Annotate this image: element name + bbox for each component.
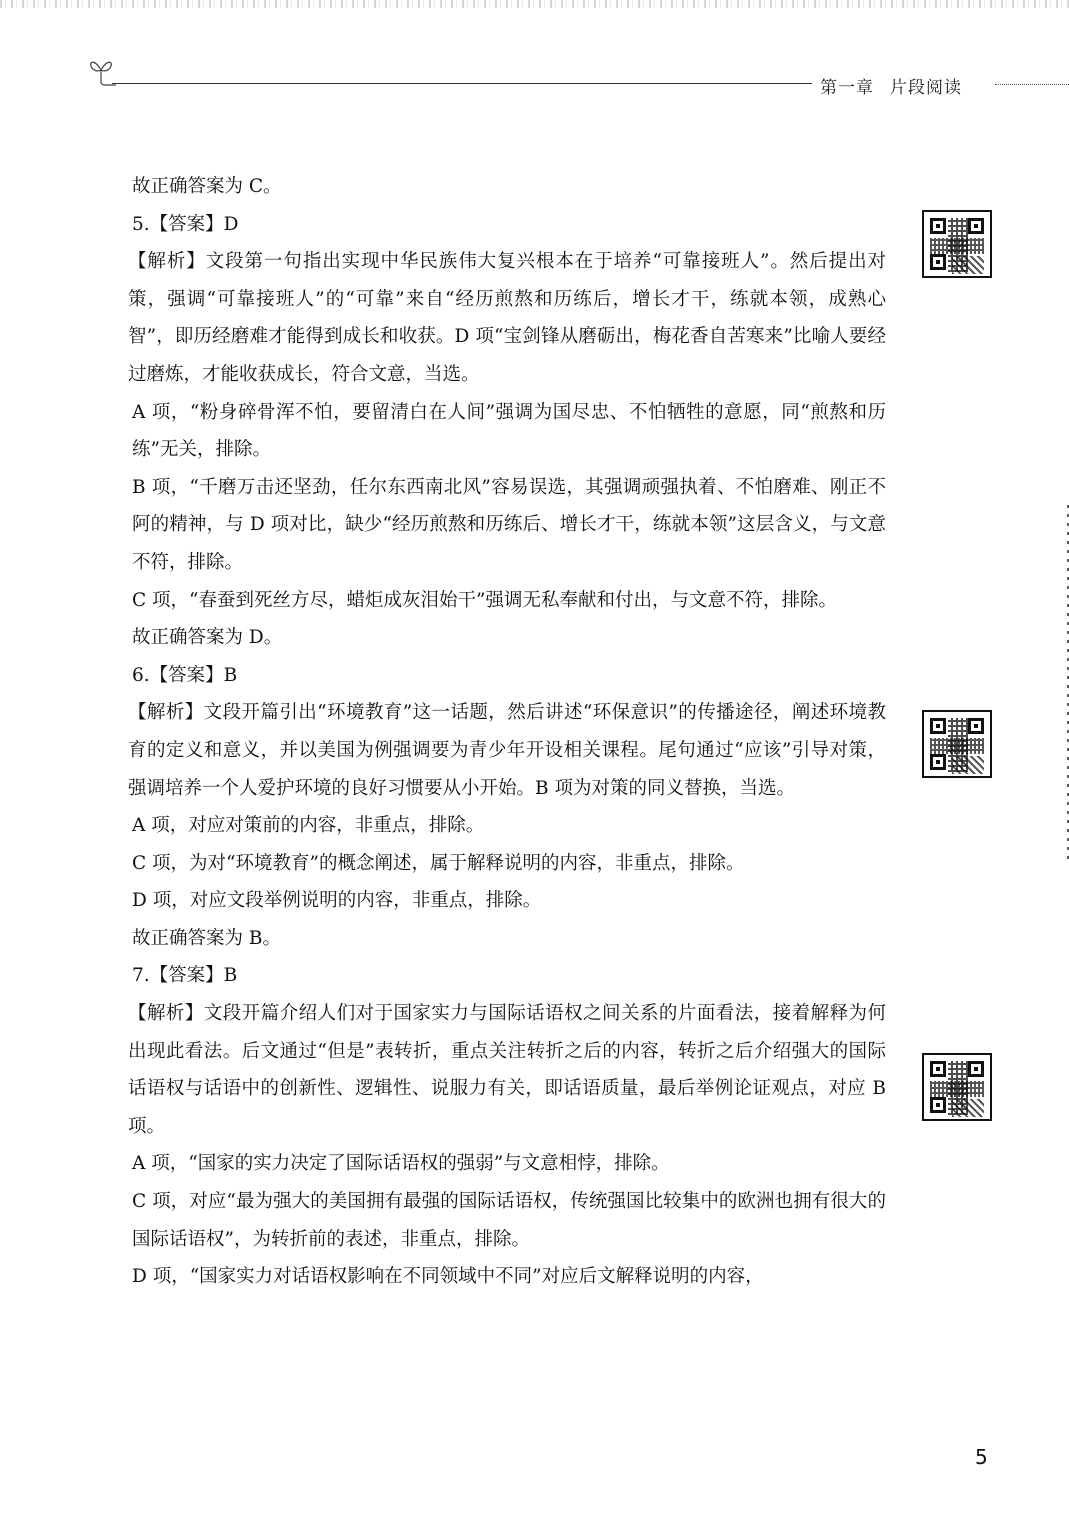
option-analysis: B 项，“千磨万击还坚劲，任尔东西南北风”容易误选，其强调顽强执着、不怕磨难、刚正不阿的精神，与 D 项对比，缺少“经历煎熬和历练后、增长才干，练就本领”这层含义，与文意不符，排除。 <box>132 476 886 573</box>
answer-heading-5: 5.【答案】D <box>132 213 239 235</box>
qr-code-icon[interactable] <box>922 710 992 778</box>
answer-heading-6: 6.【答案】B <box>132 664 238 686</box>
answer-heading-7: 7.【答案】B <box>132 965 238 987</box>
qr-code-icon[interactable] <box>922 1053 992 1121</box>
chapter-number: 第一章 <box>820 78 874 98</box>
chapter-title: 片段阅读 <box>890 78 962 98</box>
header-rule-right <box>995 84 1069 85</box>
option-analysis: A 项，“国家的实力决定了国际话语权的强弱”与文意相悖，排除。 <box>132 1153 670 1175</box>
option-analysis: D 项，“国家实力对话语权影响在不同领域中不同”对应后文解释说明的内容， <box>132 1266 764 1288</box>
chapter-heading <box>820 73 962 98</box>
option-analysis: A 项，对应对策前的内容，非重点，排除。 <box>132 815 485 837</box>
scan-noise-strip <box>0 0 1069 8</box>
header-rule <box>112 83 812 84</box>
conclusion-line: 故正确答案为 D。 <box>132 627 283 649</box>
option-analysis: C 项，对应“最为强大的美国拥有最强的国际话语权，传统强国比较集中的欧洲也拥有很大的国际话语权”，为转折前的表述，非重点，排除。 <box>132 1191 886 1250</box>
analysis-paragraph: 【解析】文段开篇引出“环境教育”这一话题，然后讲述“环保意识”的传播途径，阐述环境教育的定义和意义，并以美国为例强调要为青少年开设相关课程。尾句通过“应该”引导对策，强调培养一个人爱护环境的良好习惯要从小开始。B 项为对策的同义替换，当选。 <box>128 702 886 799</box>
sprout-icon <box>86 54 116 90</box>
option-analysis: C 项，“春蚕到死丝方尽，蜡炬成灰泪始干”强调无私奉献和付出，与文意不符，排除。 <box>132 589 837 611</box>
option-analysis: D 项，对应文段举例说明的内容，非重点，排除。 <box>132 890 542 912</box>
conclusion-line: 故正确答案为 B。 <box>132 927 281 949</box>
option-analysis: A 项，“粉身碎骨浑不怕，要留清白在人间”强调为国尽忠、不怕牺牲的意愿，同“煎熬和历练”无关，排除。 <box>132 401 886 461</box>
analysis-paragraph: 【解析】文段第一句指出实现中华民族伟大复兴根本在于培养“可靠接班人”。然后提出对策，强调“可靠接班人”的“可靠”来自“经历煎熬和历练后，增长才干，练就本领，成熟心智”，即历经磨难才能得到成长和收获。D 项“宝剑锋从磨砺出，梅花香自苦寒来”比喻人要经过磨炼，才能收获成长，符合文意，当选。 <box>128 251 886 385</box>
option-analysis: C 项，为对“环境教育”的概念阐述，属于解释说明的内容，非重点，排除。 <box>132 852 745 874</box>
qr-code-icon[interactable] <box>922 210 992 278</box>
analysis-paragraph: 【解析】文段开篇介绍人们对于国家实力与国际话语权之间关系的片面看法，接着解释为何出现此看法。后文通过“但是”表转折，重点关注转折之后的内容，转折之后介绍强大的国际话语权与话语中的创新性、逻辑性、说服力有关，即话语质量，最后举例论证观点，对应 B 项。 <box>128 1003 886 1137</box>
conclusion-line: 故正确答案为 C。 <box>132 176 282 197</box>
page-number: 5 <box>975 1445 988 1469</box>
answer-explanations <box>128 168 886 1296</box>
